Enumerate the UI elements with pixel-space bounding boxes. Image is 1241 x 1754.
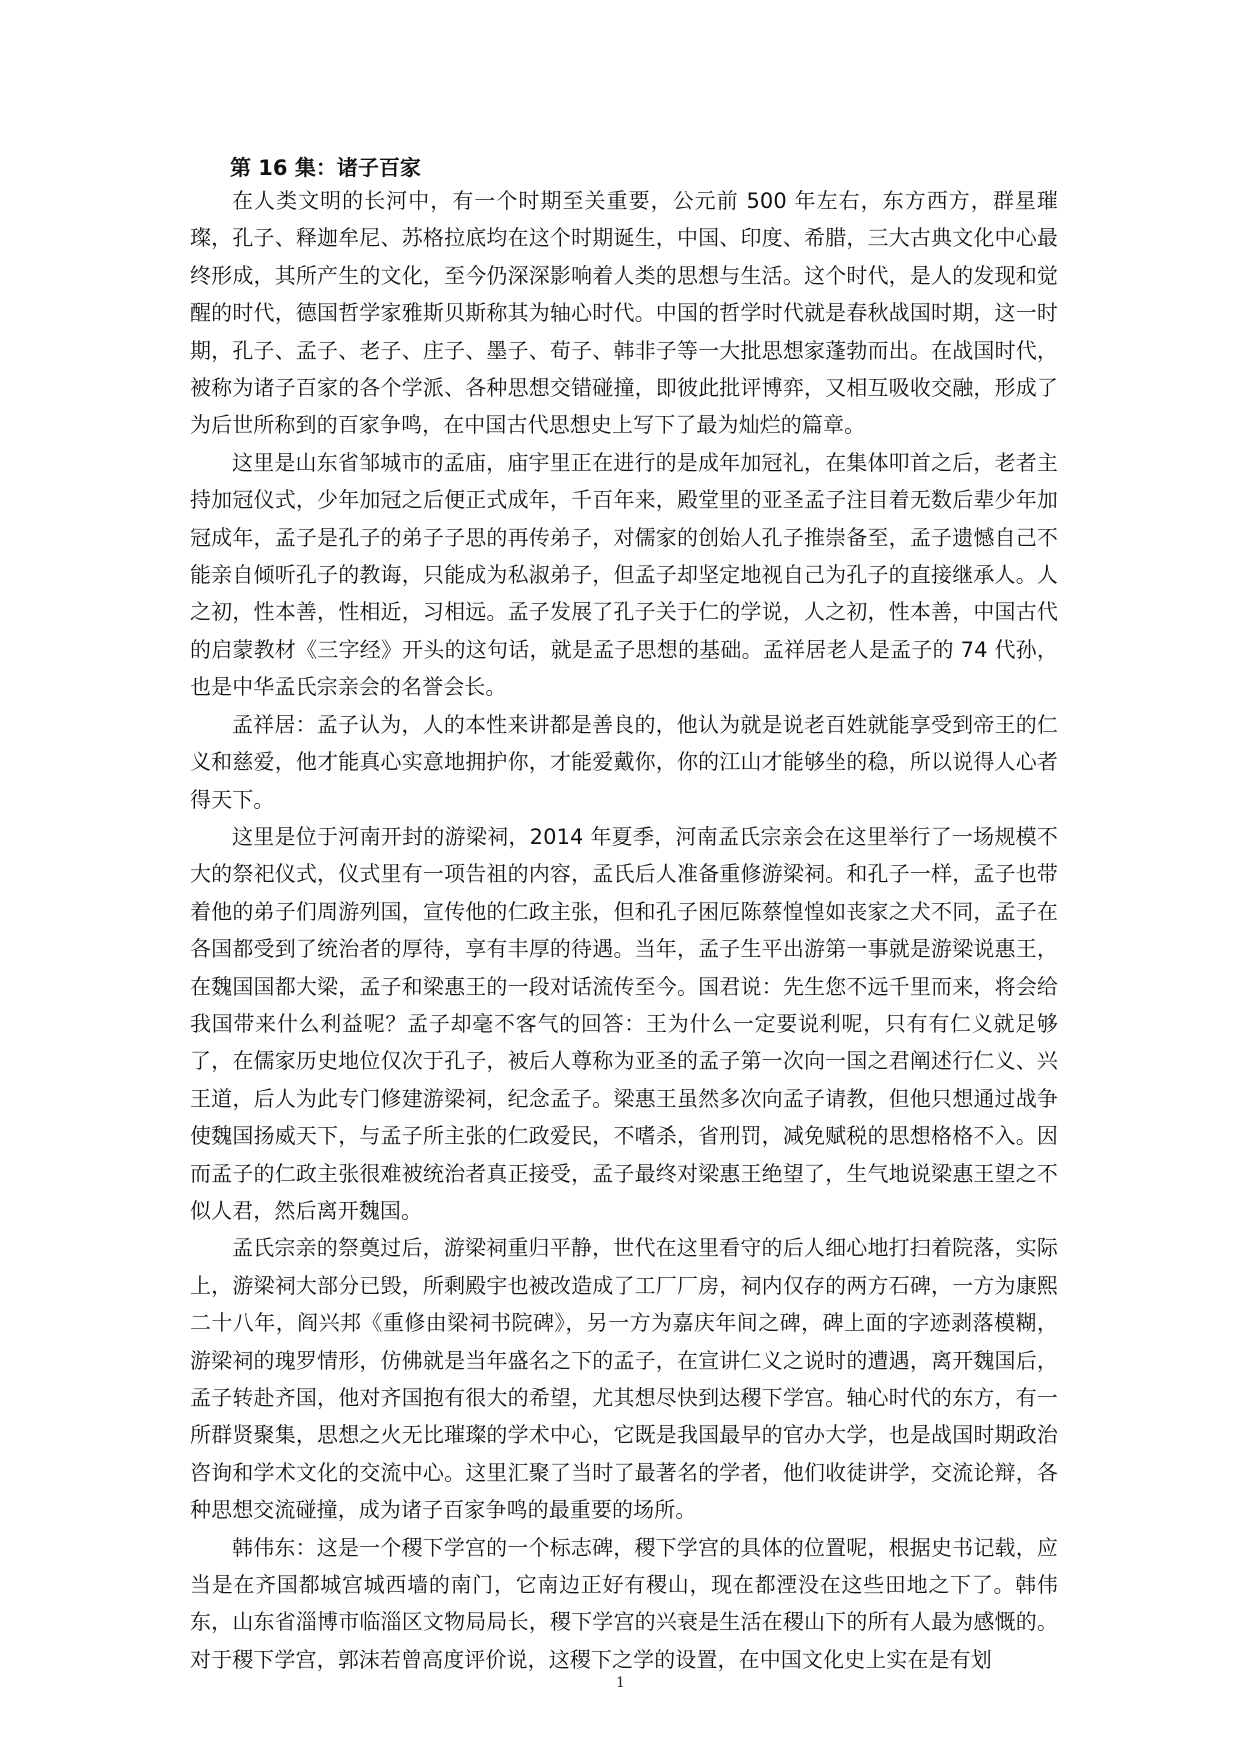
paragraph-meng-xiangju-quote: 孟祥居：孟子认为，人的本性来讲都是善良的，他认为就是说老百姓就能享受到帝王的仁义和慈爱，他才能真心实意地拥护你，才能爱戴你，你的江山才能够坐的稳，所以说得人心者得天下。: [190, 712, 1058, 812]
paragraph-axial-age: 在人类文明的长河中，有一个时期至关重要，公元前 500 年左右，东方西方，群星璀璨，孔子、释迦牟尼、苏格拉底均在这个时期诞生，中国、印度、希腊，三大古典文化中心最终形成，其所产生的文化，至今仍深深影响着人类的思想与生活。这个时代，是人的发现和觉醒的时代，德国哲学家雅斯贝斯称其为轴心时代。中国的哲学时代就是春秋战国时期，这一时期，孔子、孟子、老子、庄子、墨子、荀子、韩非子等一大批思想家蓬勃而出。在战国时代，被称为诸子百家的各个学派、各种思想交错碰撞，即彼此批评博弈，又相互吸收交融，形成了为后世所称到的百家争鸣，在中国古代思想史上写下了最为灿烂的篇章。: [190, 189, 1058, 438]
document-page: [190, 153, 1058, 1679]
paragraph-youliang-shrine: 这里是位于河南开封的游梁祠，2014 年夏季，河南孟氏宗亲会在这里举行了一场规模不大的祭祀仪式，仪式里有一项告祖的内容，孟氏后人准备重修游梁祠。和孔子一样，孟子也带着他的弟子们周游列国，宣传他的仁政主张，但和孔子困厄陈蔡惶惶如丧家之犬不同，孟子在各国都受到了统治者的厚待，享有丰厚的待遇。当年，孟子生平出游第一事就是游梁说惠王，在魏国国都大梁，孟子和梁惠王的一段对话流传至今。国君说：先生您不远千里而来，将会给我国带来什么利益呢？孟子却毫不客气的回答：王为什么一定要说利呢，只有有仁义就足够了，在儒家历史地位仅次于孔子，被后人尊称为亚圣的孟子第一次向一国之君阐述行仁义、兴王道，后人为此专门修建游梁祠，纪念孟子。梁惠王虽然多次向孟子请教，但他只想通过战争使魏国扬威天下，与孟子所主张的仁政爱民，不嗜杀，省刑罚，减免赋税的思想格格不入。因而孟子的仁政主张很难被统治者真正接受，孟子最终对梁惠王绝望了，生气地说梁惠王望之不似人君，然后离开魏国。: [190, 824, 1058, 1223]
paragraph-meng-temple: 这里是山东省邹城市的孟庙，庙宇里正在进行的是成年加冠礼，在集体叩首之后，老者主持加冠仪式，少年加冠之后便正式成年，千百年来，殿堂里的亚圣孟子注目着无数后辈少年加冠成年，孟子是孔子的弟子子思的再传弟子，对儒家的创始人孔子推崇备至，孟子遗憾自己不能亲自倾听孔子的教诲，只能成为私淑弟子，但孟子却坚定地视自己为孔子的直接继承人。人之初，性本善，性相近，习相远。孟子发展了孔子关于仁的学说，人之初，性本善，中国古代的启蒙教材《三字经》开头的这句话，就是孟子思想的基础。孟祥居老人是孟子的 74 代孙，也是中华孟氏宗亲会的名誉会长。: [190, 450, 1058, 700]
page-number: 1: [616, 1675, 625, 1691]
paragraph-jixia-academy: 孟氏宗亲的祭奠过后，游梁祠重归平静，世代在这里看守的后人细心地打扫着院落，实际上，游梁祠大部分已毁，所剩殿宇也被改造成了工厂厂房，祠内仅存的两方石碑，一方为康熙二十八年，阎兴邦《重修由梁祠书院碑》，另一方为嘉庆年间之碑，碑上面的字迹剥落模糊，游梁祠的瑰罗情形，仿佛就是当年盛名之下的孟子，在宣讲仁义之说时的遭遇，离开魏国后，孟子转赴齐国，他对齐国抱有很大的希望，尤其想尽快到达稷下学宫。轴心时代的东方，有一所群贤聚集，思想之火无比璀璨的学术中心，它既是我国最早的官办大学，也是战国时期政治咨询和学术文化的交流中心。这里汇聚了当时了最著名的学者，他们收徒讲学，交流论辩，各种思想交流碰撞，成为诸子百家争鸣的最重要的场所。: [190, 1236, 1058, 1523]
paragraph-han-weidong-quote: 韩伟东：这是一个稷下学宫的一个标志碑，稷下学宫的具体的位置呢，根据史书记载，应当是在齐国都城宫城西墙的南门，它南边正好有稷山，现在都湮没在这些田地之下了。韩伟东，山东省淄博市临淄区文物局局长，稷下学宫的兴衰是生活在稷山下的所有人最为感慨的。对于稷下学宫，郭沫若曾高度评价说，这稷下之学的设置，在中国文化史上实在是有划: [190, 1535, 1058, 1672]
episode-title: 第 16 集：诸子百家: [230, 156, 421, 180]
